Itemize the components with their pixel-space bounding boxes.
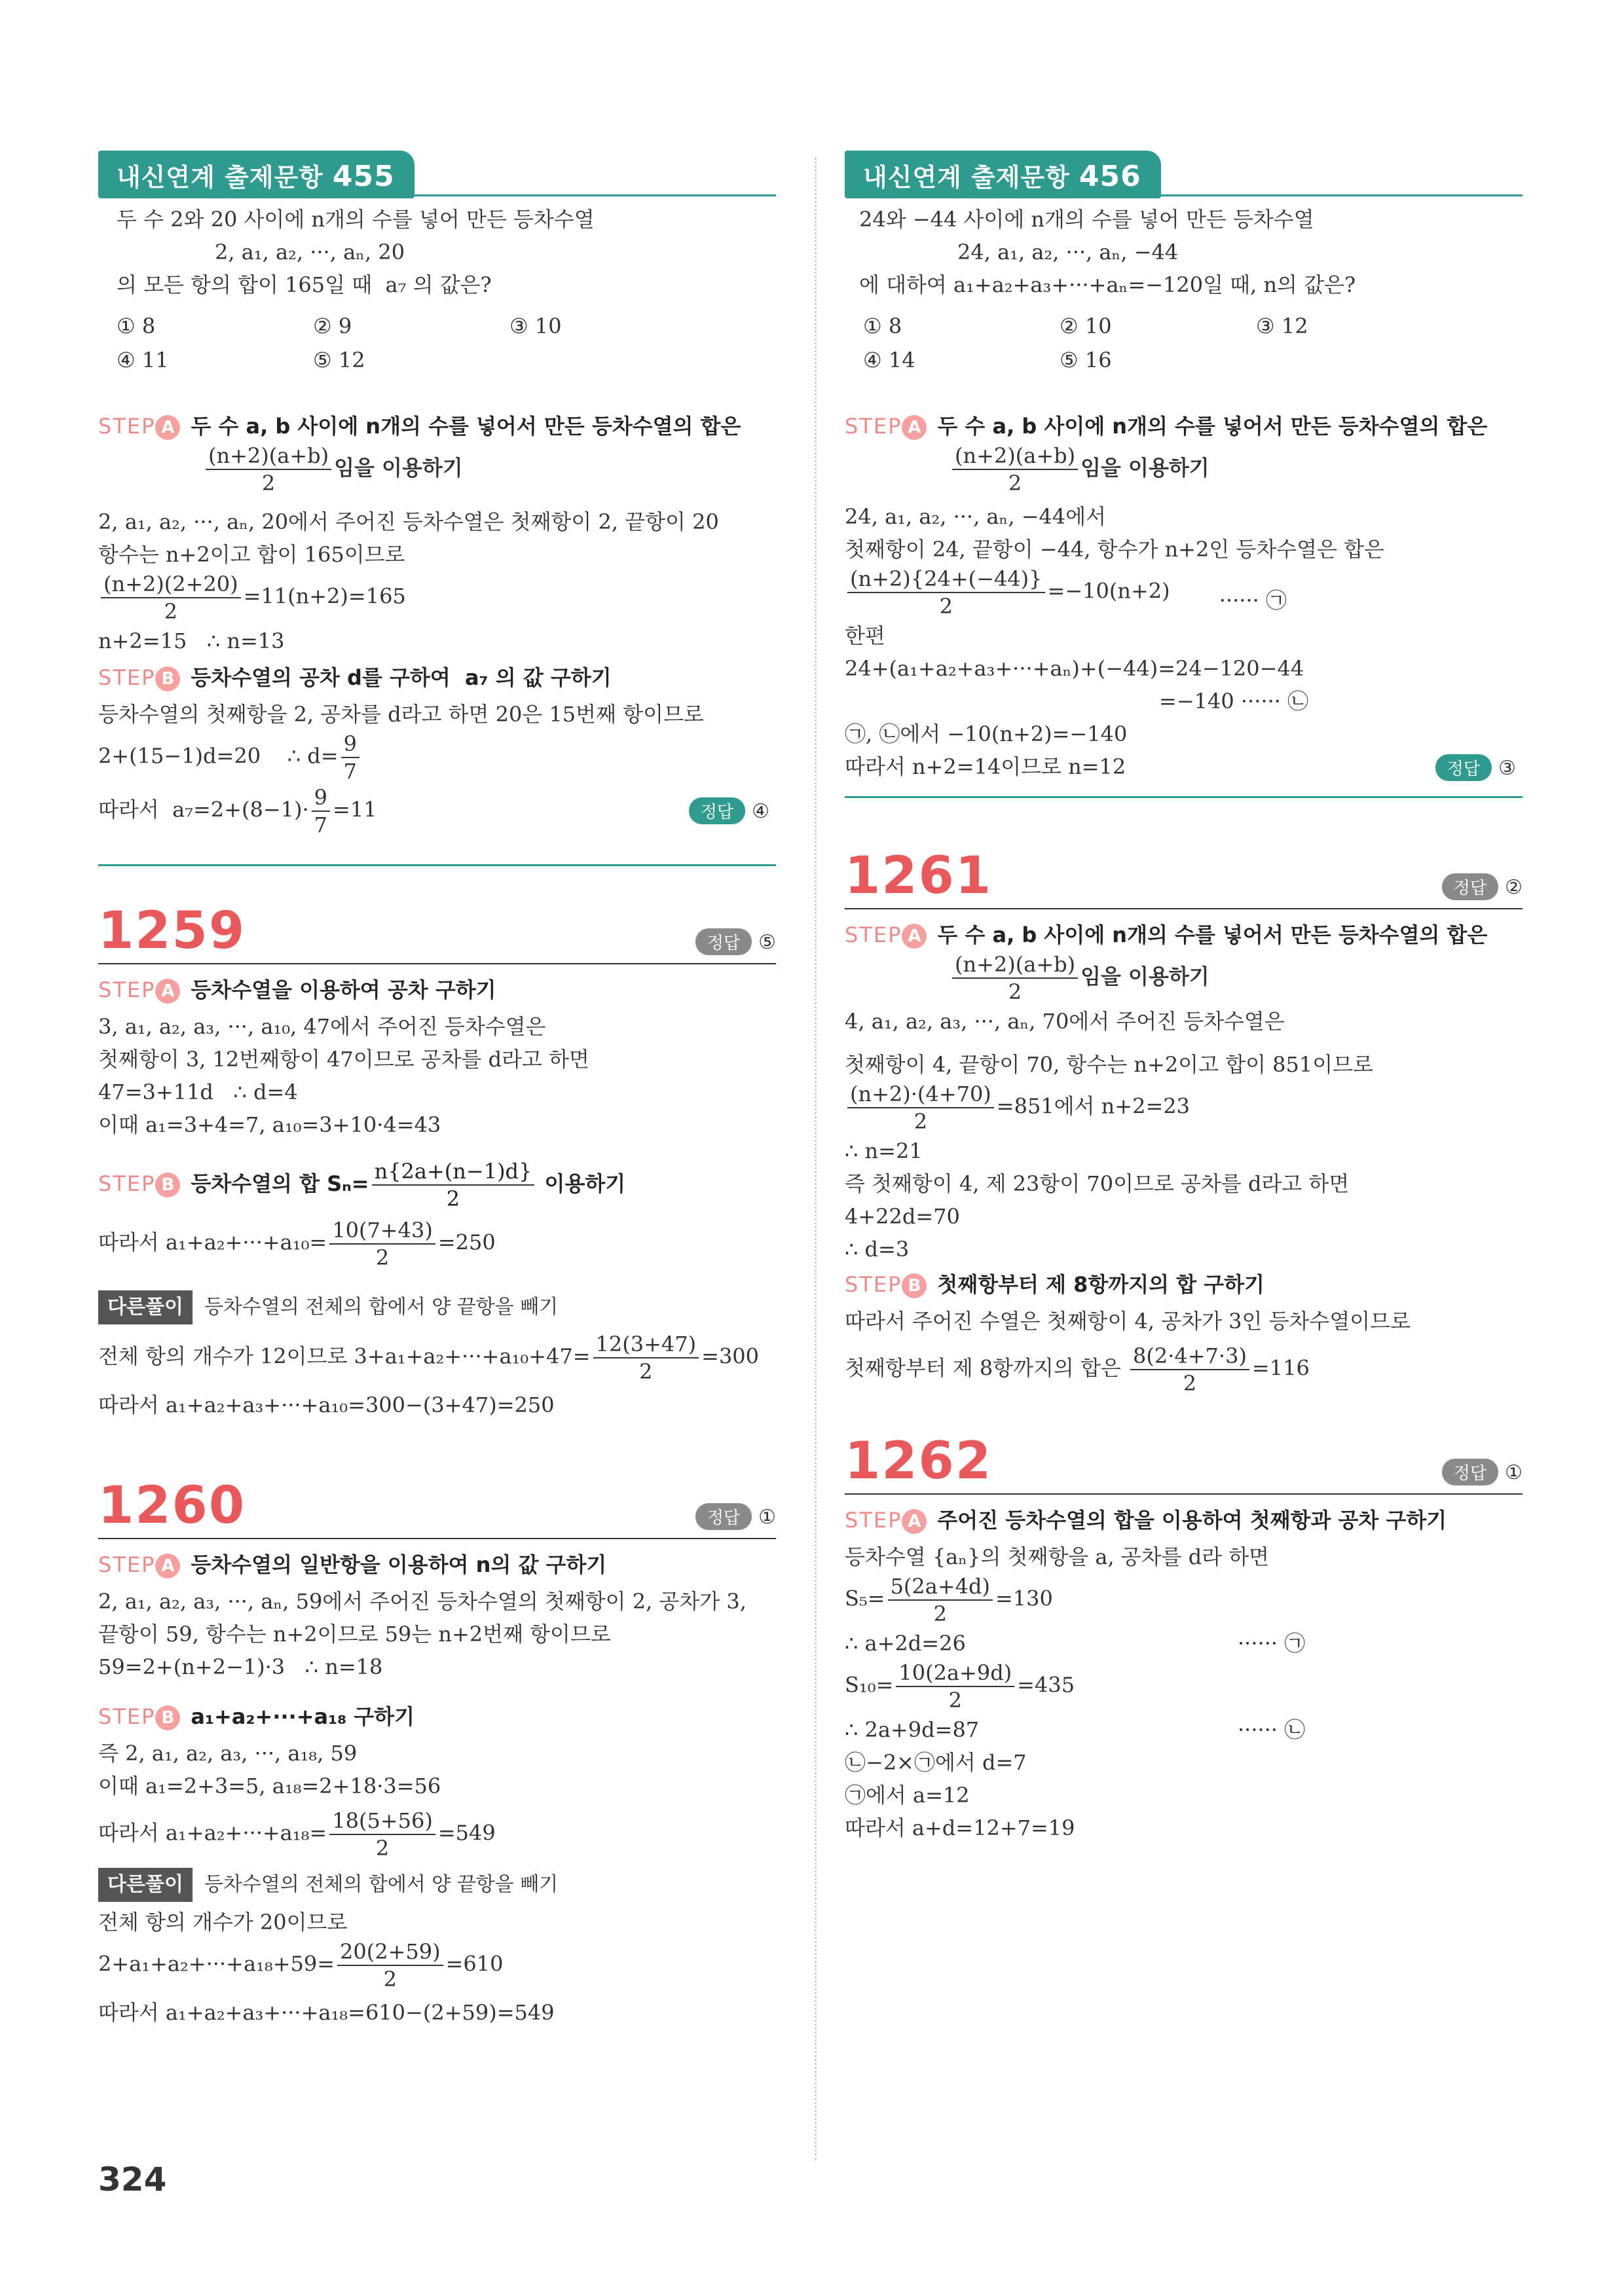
choice: ⑤ 16	[1060, 348, 1112, 373]
answer-mark: 정답 ①	[1442, 1459, 1522, 1485]
question-sequence: 24, a₁, a₂, ···, aₙ, −44	[957, 240, 1179, 264]
solution-formula: 첫째항부터 제 8항까지의 합은 $\frac{8(2\cdot 4+7\cdot 3)}{2}$ =116	[845, 1343, 1310, 1396]
problem-1260	[98, 1474, 776, 2029]
solution-line: ∴ 2a+9d=87 ······ ㉡	[845, 1717, 1306, 1742]
final-line-row	[845, 750, 1522, 783]
step-b-heading: STEP B 등차수열의 공차 d를 구하여 a₇ 의 값 구하기	[98, 665, 612, 690]
solution-line: 따라서 a₁+a₂+a₃+···+a₁₀=300−(3+47)=250	[98, 1393, 555, 1417]
problem-number: 1261	[845, 847, 993, 905]
solution-formula: 2+a₁+a₂+···+a₁₈+59= $\frac{20(2+59)}{2}$ =610	[98, 1939, 504, 1992]
step-a-heading: STEP A 주어진 등차수열의 합을 이용하여 첫째항과 공차 구하기	[845, 1508, 1447, 1533]
problem-number: 1259	[98, 902, 246, 960]
solution-line: 24+(a₁+a₂+a₃+···+aₙ)+(−44)=24−120−44	[845, 656, 1304, 681]
box-455-tag: 내신연계 출제문항 455	[98, 151, 415, 198]
solution-line: ㉡−2×㉠에서 d=7	[845, 1750, 1027, 1775]
solution-line: ∴ a+2d=26 ······ ㉠	[845, 1631, 1306, 1656]
solution-line: 항수는 n+2이고 합이 165이므로	[98, 542, 405, 567]
answer-mark: 정답 ④	[689, 797, 769, 824]
problem-header	[845, 844, 1522, 909]
answer-choices	[863, 309, 1522, 377]
box-456-header	[845, 151, 1522, 196]
solution-line: 등차수열 {aₙ}의 첫째항을 a, 공차를 d라 하면	[845, 1544, 1270, 1569]
answer-mark: 정답 ⑤	[695, 928, 776, 955]
problem-1262	[845, 1429, 1522, 1844]
choice: ② 9	[313, 314, 352, 338]
solution-formula: $\frac{(n+2)(2+20)}{2}$ =11(n+2)=165	[98, 571, 776, 625]
step-a-heading: STEP A 두 수 a, b 사이에 n개의 수를 넣어서 만든 등차수열의 합은	[845, 414, 1488, 439]
problem-number: 1262	[845, 1432, 993, 1491]
problem-1261	[845, 844, 1522, 1396]
step-b-heading: STEP B a₁+a₂+···+a₁₈ 구하기	[98, 1704, 415, 1729]
choice: ④ 14	[863, 348, 915, 373]
problem-header	[98, 899, 776, 964]
solution-line: 첫째항이 24, 끝항이 −44, 항수가 n+2인 등차수열은 합은	[845, 537, 1384, 562]
alternative-solution-heading: 다른풀이 등차수열의 전체의 합에서 양 끝항을 빼기	[98, 1868, 776, 1902]
solution-line: 이때 a₁=3+4=7, a₁₀=3+10·4=43	[98, 1112, 441, 1137]
solution-line: 3, a₁, a₂, a₃, ···, a₁₀, 47에서 주어진 등차수열은	[98, 1014, 546, 1039]
problem-header	[98, 1474, 776, 1539]
box-456	[845, 151, 1522, 798]
solution-line: 59=2+(n+2−1)·3 ∴ n=18	[98, 1654, 383, 1679]
solution-line: 24, a₁, a₂, ···, aₙ, −44에서	[845, 504, 1107, 529]
solution-line: 따라서 a+d=12+7=19	[845, 1815, 1075, 1840]
solution-line: 2, a₁, a₂, ···, aₙ, 20에서 주어진 등차수열은 첫째항이 2, 끝항이 20	[98, 509, 719, 534]
step-a-heading: STEP A 두 수 a, b 사이에 n개의 수를 넣어서 만든 등차수열의 합은	[845, 922, 1488, 947]
solution-line: =−140 ······ ㉡	[1159, 689, 1309, 714]
box-bottom-rule	[845, 796, 1522, 798]
solution-line: 끝항이 59, 항수는 n+2이므로 59는 n+2번째 항이므로	[98, 1622, 611, 1647]
column-divider	[815, 157, 817, 2160]
step-a-heading: STEP A 두 수 a, b 사이에 n개의 수를 넣어서 만든 등차수열의 합은	[98, 414, 741, 439]
solution-formula: 전체 항의 개수가 12이므로 3+a₁+a₂+···+a₁₀+47= $\frac{12(3+47)}{2}$ =300	[98, 1332, 760, 1384]
right-column	[845, 151, 1522, 1844]
problem-number: 1260	[98, 1476, 246, 1535]
solution-line: 따라서 a₁+a₂+a₃+···+a₁₈=610−(2+59)=549	[98, 2000, 555, 2025]
answer-mark: 정답 ①	[695, 1503, 776, 1530]
solution-formula: 2+(15−1)d=20 ∴ d= $\frac{9}{7}$	[98, 731, 776, 784]
solution-formula: 따라서 a₇=2+(8−1)· $\frac{9}{7}$ =11	[98, 785, 377, 837]
problem-header	[845, 1429, 1522, 1495]
solution-line: 첫째항이 4, 끝항이 70, 항수는 n+2이고 합이 851이므로	[845, 1052, 1373, 1077]
step-b-heading: STEP B 등차수열의 합 Sₙ= $\frac{n\{2a+(n-1)d\}}{2}$ 이용하기	[98, 1159, 626, 1211]
step-a-heading: STEP A 등차수열을 이용하여 공차 구하기	[98, 977, 496, 1002]
solution-formula: S₁₀= $\frac{10(2a+9d)}{2}$ =435	[845, 1660, 1075, 1713]
box-456-tag: 내신연계 출제문항 456	[845, 151, 1161, 198]
final-line-row	[98, 784, 776, 838]
choice: ① 8	[863, 314, 902, 338]
solution-formula: $\frac{(n+2)\{24+(-44)\}}{2}$ =−10(n+2) ······ ㉠	[845, 566, 1522, 619]
solution-formula: 따라서 a₁+a₂+···+a₁₈= $\frac{18(5+56)}{2}$ =549	[98, 1808, 496, 1861]
solution-line: 즉 2, a₁, a₂, a₃, ···, a₁₈, 59	[98, 1741, 358, 1766]
choice: ③ 12	[1256, 314, 1308, 338]
solution-line: ㉠에서 a=12	[845, 1783, 970, 1808]
solution-line: ∴ n=21	[845, 1139, 923, 1163]
box-455-header	[98, 151, 776, 196]
answer-mark: 정답 ③	[1435, 754, 1516, 781]
step-b-heading: STEP B 첫째항부터 제 8항까지의 합 구하기	[845, 1272, 1264, 1297]
solution-line: n+2=15 ∴ n=13	[98, 629, 285, 653]
solution-line: 전체 항의 개수가 20이므로	[98, 1910, 348, 1935]
solution-line: 따라서 n+2=14이므로 n=12	[845, 754, 1126, 779]
choice: ③ 10	[509, 314, 562, 338]
choice: ① 8	[117, 314, 156, 338]
solution-line: 4, a₁, a₂, a₃, ···, aₙ, 70에서 주어진 등차수열은	[845, 1009, 1285, 1034]
answer-mark: 정답 ②	[1442, 873, 1522, 900]
solution-formula: 따라서 a₁+a₂+···+a₁₀= $\frac{10(7+43)}{2}$ =250	[98, 1218, 496, 1270]
question-text: 24와 −44 사이에 n개의 수를 넣어 만든 등차수열	[859, 207, 1314, 232]
solution-formula: S₅= $\frac{5(2a+4d)}{2}$ =130	[845, 1574, 1053, 1626]
solution-line: 47=3+11d ∴ d=4	[98, 1080, 298, 1104]
answer-choices	[117, 309, 776, 377]
solution-line: 2, a₁, a₂, a₃, ···, aₙ, 59에서 주어진 등차수열의 첫째항이 2, 공차가 3,	[98, 1589, 747, 1614]
solution-line: 4+22d=70	[845, 1204, 960, 1229]
solution-formula: $\frac{(n+2)\cdot(4+70)}{2}$ =851에서 n+2=23	[845, 1081, 1522, 1135]
step-a-formula: $\frac{(n+2)(a+b)}{2}$ 임을 이용하기	[950, 443, 1522, 496]
problem-1259	[98, 899, 776, 1421]
choice: ② 10	[1060, 314, 1112, 338]
choice: ④ 11	[117, 348, 169, 373]
step-a-formula: $\frac{(n+2)(a+b)}{2}$ 임을 이용하기	[950, 951, 1522, 1005]
left-column	[98, 151, 776, 2029]
solution-line: 따라서 주어진 수열은 첫째항이 4, 공차가 3인 등차수열이므로	[845, 1309, 1411, 1334]
solution-line: 이때 a₁=2+3=5, a₁₈=2+18·3=56	[98, 1774, 441, 1798]
question-text: 의 모든 항의 합이 165일 때 a₇ 의 값은?	[117, 272, 492, 297]
question-sequence: 2, a₁, a₂, ···, aₙ, 20	[215, 240, 405, 264]
solution-line: 한편	[845, 623, 885, 648]
solution-line: 등차수열의 첫째항을 2, 공차를 d라고 하면 20은 15번째 항이므로	[98, 702, 704, 727]
question-text: 두 수 2와 20 사이에 n개의 수를 넣어 만든 등차수열	[117, 207, 595, 232]
page-number: 324	[98, 2160, 167, 2198]
solution-line: ㉠, ㉡에서 −10(n+2)=−140	[845, 721, 1128, 746]
solution-line: ∴ d=3	[845, 1237, 910, 1262]
step-a-formula: $\frac{(n+2)(a+b)}{2}$ 임을 이용하기	[203, 443, 776, 496]
choice: ⑤ 12	[313, 348, 365, 373]
solution-line: 즉 첫째항이 4, 제 23항이 70이므로 공차를 d라고 하면	[845, 1171, 1350, 1196]
alternative-solution-heading: 다른풀이 등차수열의 전체의 합에서 양 끝항을 빼기	[98, 1290, 776, 1324]
box-455	[98, 151, 776, 866]
step-a-heading: STEP A 등차수열의 일반항을 이용하여 n의 값 구하기	[98, 1552, 607, 1577]
solution-line: 첫째항이 3, 12번째항이 47이므로 공차를 d라고 하면	[98, 1047, 589, 1072]
question-text: 에 대하여 a₁+a₂+a₃+···+aₙ=−120일 때, n의 값은?	[859, 272, 1356, 297]
box-bottom-rule	[98, 864, 776, 866]
